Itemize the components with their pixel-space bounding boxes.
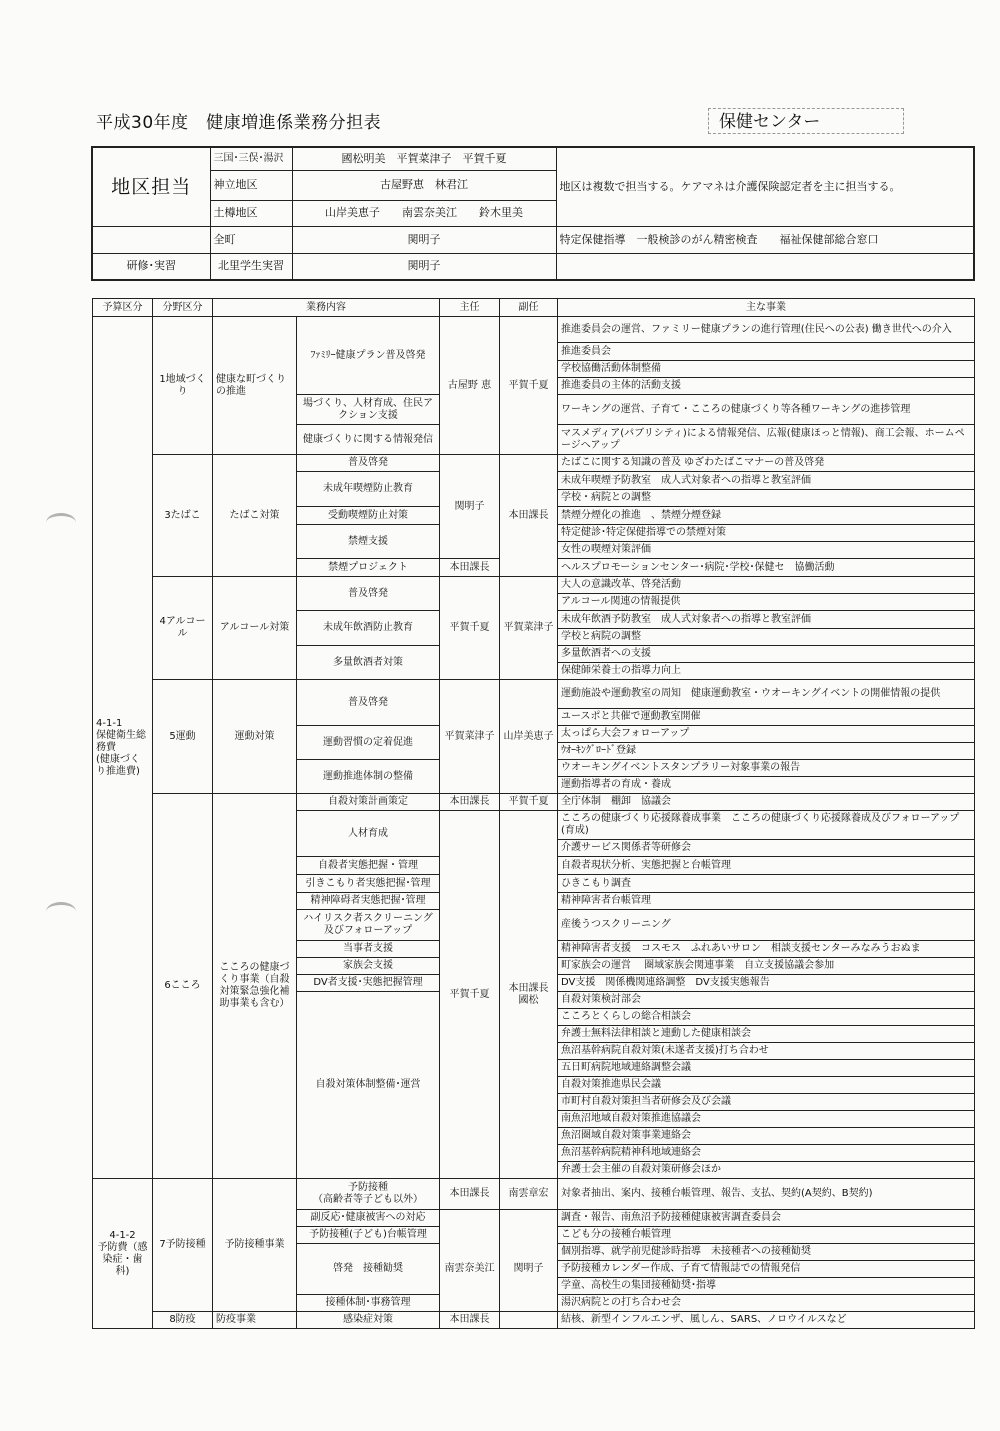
main-project: 町家族会の運営 圏域家族会関連事業 自立支援協議会参加 bbox=[558, 958, 975, 975]
punch-hole-bottom bbox=[46, 902, 76, 921]
main-project: 学童、高校生の集団接種勧奨･指導 bbox=[558, 1278, 975, 1295]
field-category: 8防疫 bbox=[153, 1312, 213, 1329]
main-project: 学校と病院の調整 bbox=[558, 629, 975, 646]
main-project: 調査・報告、南魚沼予防接種健康被害調査委員会 bbox=[558, 1210, 975, 1227]
main-project: 湯沢病院との打ち合わせ会 bbox=[558, 1295, 975, 1312]
training-staff: 関明子 bbox=[292, 253, 556, 280]
work-item: 禁煙支援 bbox=[297, 525, 440, 559]
lead-person: 古屋野 恵 bbox=[440, 317, 500, 455]
work-item: 当事者支援 bbox=[297, 941, 440, 958]
work-item: 啓発 接種勧奨 bbox=[297, 1244, 440, 1295]
main-project: 魚沼基幹病院自殺対策(未遂者支援)打ち合わせ bbox=[558, 1043, 975, 1060]
punch-hole-top bbox=[46, 513, 76, 532]
deputy-person: 本田課長 bbox=[500, 455, 558, 577]
main-project: 自殺対策検討部会 bbox=[558, 992, 975, 1009]
field-category: 3たばこ bbox=[153, 455, 213, 577]
main-project: ヘルスプロモーションセンター･病院･学校･保健セ 協働活動 bbox=[558, 559, 975, 577]
work-item: 予防接種(子ども)台帳管理 bbox=[297, 1227, 440, 1244]
column-header: 分野区分 bbox=[153, 299, 213, 317]
main-project: マスメディア(パブリシティ)による情報発信、広報(健康ほっと情報)、商工会報、ホームページへアップ bbox=[558, 425, 975, 455]
budget-category: 4-1-1 保健衛生総務費 (健康づくり推進費) bbox=[93, 317, 153, 1179]
deputy-person: 南雲章宏 bbox=[500, 1179, 558, 1210]
work-item: 未成年喫煙防止教育 bbox=[297, 472, 440, 507]
main-project: 弁護士会主催の自殺対策研修会ほか bbox=[558, 1162, 975, 1179]
work-item: ﾌｧﾐﾘｰ健康プラン普及啓発 bbox=[297, 317, 440, 395]
main-project: 太っぱら大会フォローアップ bbox=[558, 726, 975, 743]
work-item: 受動喫煙防止対策 bbox=[297, 507, 440, 525]
column-header: 副任 bbox=[500, 299, 558, 317]
main-project: 全庁体制 棚卸 協議会 bbox=[558, 794, 975, 811]
page-title: 平成30年度 健康増進係業務分担表 bbox=[96, 113, 382, 133]
main-project: 結核、新型インフルエンザ、風しん、SARS、ノロウイルスなど bbox=[558, 1312, 975, 1329]
work-item: 予防接種 （高齢者等子ども以外） bbox=[297, 1179, 440, 1210]
field-category: 1地域づくり bbox=[153, 317, 213, 455]
field-category: 6こころ bbox=[153, 794, 213, 1179]
deputy-person: 平賀菜津子 bbox=[500, 577, 558, 680]
work-item: 運動推進体制の整備 bbox=[297, 760, 440, 794]
work-item: 副反応･健康被害への対応 bbox=[297, 1210, 440, 1227]
main-project: 対象者抽出、案内、接種台帳管理、報告、支払、契約(A契約、B契約) bbox=[558, 1179, 975, 1210]
work-item: 引きこもり者実態把握･管理 bbox=[297, 875, 440, 893]
work-category: 健康な町づくりの推進 bbox=[213, 317, 297, 455]
main-project: 禁煙分煙化の推進 、禁煙分煙登録 bbox=[558, 507, 975, 525]
lead-person: 本田課長 bbox=[440, 1312, 500, 1329]
main-project: 市町村自殺対策担当者研修会及び会議 bbox=[558, 1094, 975, 1111]
work-item: 普及啓発 bbox=[297, 455, 440, 472]
main-project: ウオーキングイベントスタンプラリー対象事業の報告 bbox=[558, 760, 975, 777]
field-category: 4アルコール bbox=[153, 577, 213, 680]
main-project: 精神障害者台帳管理 bbox=[558, 893, 975, 910]
work-item: 禁煙プロジェクト bbox=[297, 559, 440, 577]
work-item: 多量飲酒者対策 bbox=[297, 646, 440, 680]
main-project: 自殺対策推進県民会議 bbox=[558, 1077, 975, 1094]
deputy-person: 関明子 bbox=[500, 1227, 558, 1312]
work-item: 自殺対策計画策定 bbox=[297, 794, 440, 811]
work-category: たばこ対策 bbox=[213, 455, 297, 577]
header-row bbox=[93, 299, 975, 317]
district-staff: 國松明美 平賀菜津子 平賀千夏 bbox=[292, 147, 556, 170]
training-label: 研修･実習 bbox=[92, 253, 210, 280]
main-project: 特定健診･特定保健指導での禁煙対策 bbox=[558, 525, 975, 542]
main-project: たばこに関する知識の普及 ゆざわたばこマナーの普及啓発 bbox=[558, 455, 975, 472]
district-area: 全町 bbox=[210, 226, 292, 253]
main-project: こころとくらしの総合相談会 bbox=[558, 1009, 975, 1026]
main-project: ワーキングの運営、子育て・こころの健康づくり等各種ワーキングの進捗管理 bbox=[558, 395, 975, 425]
main-project: 介護サービス関係者等研修会 bbox=[558, 840, 975, 857]
work-item: 人材育成 bbox=[297, 811, 440, 857]
main-project: 五日町病院地域連絡調整会議 bbox=[558, 1060, 975, 1077]
work-item: 接種体制･事務管理 bbox=[297, 1295, 440, 1312]
district-area: 三国･三俣･湯沢 bbox=[210, 147, 292, 170]
main-project: 未成年喫煙予防教室 成人式対象者への指導と教室評価 bbox=[558, 472, 975, 490]
office-badge: 保健センター bbox=[708, 108, 904, 134]
lead-person: 平賀千夏 bbox=[440, 577, 500, 680]
work-item: 運動習慣の定着促進 bbox=[297, 726, 440, 760]
main-project: 多量飲酒者への支援 bbox=[558, 646, 975, 663]
district-staff: 古屋野恵 林君江 bbox=[292, 170, 556, 200]
lead-person: 関明子 bbox=[440, 455, 500, 559]
district-area: 神立地区 bbox=[210, 170, 292, 200]
main-project: アルコール関連の情報提供 bbox=[558, 594, 975, 611]
lead-person: 本田課長 bbox=[440, 559, 500, 577]
main-project: こども分の接種台帳管理 bbox=[558, 1227, 975, 1244]
main-project: ひきこもり調査 bbox=[558, 875, 975, 893]
work-category: 防疫事業 bbox=[213, 1312, 297, 1329]
duty-table bbox=[92, 298, 975, 1329]
main-project: 運動指導者の育成・養成 bbox=[558, 777, 975, 794]
main-project: DV支援 関係機関連絡調整 DV支援実態報告 bbox=[558, 975, 975, 992]
lead-person: 本田課長 bbox=[440, 1179, 500, 1210]
lead-person: 本田課長 bbox=[440, 794, 500, 811]
main-project: 精神障害者支援 コスモス ふれあいサロン 相談支援センターみなみうおぬま bbox=[558, 941, 975, 958]
main-project: 個別指導、就学前児健診時指導 未接種者への接種勧奨 bbox=[558, 1244, 975, 1261]
district-area: 土樽地区 bbox=[210, 200, 292, 226]
work-item: 健康づくりに関する情報発信 bbox=[297, 425, 440, 455]
main-project: 未成年飲酒予防教室 成人式対象者への指導と教室評価 bbox=[558, 611, 975, 629]
deputy-person: 平賀千夏 bbox=[500, 794, 558, 811]
main-project: 南魚沼地域自殺対策推進協議会 bbox=[558, 1111, 975, 1128]
work-category: アルコール対策 bbox=[213, 577, 297, 680]
column-header: 予算区分 bbox=[93, 299, 153, 317]
district-staff: 関明子 bbox=[292, 226, 556, 253]
work-item: ハイリスク者スクリーニング及びフォローアップ bbox=[297, 910, 440, 941]
work-item: 普及啓発 bbox=[297, 577, 440, 611]
main-project: 大人の意識改革、啓発活動 bbox=[558, 577, 975, 594]
lead-person: 平賀千夏 bbox=[440, 811, 500, 1179]
work-category: 運動対策 bbox=[213, 680, 297, 794]
district-table bbox=[91, 146, 975, 281]
field-category: 5運動 bbox=[153, 680, 213, 794]
main-project: 保健師栄養士の指導力向上 bbox=[558, 663, 975, 680]
work-item: 自殺対策体制整備･運営 bbox=[297, 992, 440, 1179]
district-label: 地区担当 bbox=[92, 147, 210, 226]
main-project: 学校協働活動体制整備 bbox=[558, 361, 975, 378]
work-item: 家族会支援 bbox=[297, 958, 440, 975]
main-project: 産後うつスクリーニング bbox=[558, 910, 975, 941]
main-project: 推進委員の主体的活動支援 bbox=[558, 378, 975, 395]
column-header: 業務内容 bbox=[213, 299, 440, 317]
deputy-person: 平賀千夏 bbox=[500, 317, 558, 455]
main-project: 魚沼基幹病院精神科地域連絡会 bbox=[558, 1145, 975, 1162]
column-header: 主任 bbox=[440, 299, 500, 317]
main-project: 運動施設や運動教室の周知 健康運動教室・ウオーキングイベントの開催情報の提供 bbox=[558, 680, 975, 709]
budget-category: 4-1-2 予防費（感染症・歯科) bbox=[93, 1179, 153, 1329]
work-item: 精神障碍者実態把握･管理 bbox=[297, 893, 440, 910]
main-project: 予防接種カレンダー作成、子育て情報誌での情報発信 bbox=[558, 1261, 975, 1278]
main-project: ｳｵｰｷﾝｸﾞﾛｰﾄﾞ登録 bbox=[558, 743, 975, 760]
main-project: 女性の喫煙対策評価 bbox=[558, 542, 975, 559]
main-project: こころの健康づくり応援隊養成事業 こころの健康づくり応援隊養成及びフォローアップ(育成) bbox=[558, 811, 975, 840]
main-project: 学校・病院との調整 bbox=[558, 490, 975, 507]
work-item: 場づくり、人材育成、住民アクション支援 bbox=[297, 395, 440, 425]
work-item: 自殺者実態把握・管理 bbox=[297, 857, 440, 875]
all-town-duties: 特定保健指導 一般検診のがん精密検査 福祉保健部総合窓口 bbox=[556, 226, 974, 253]
main-project: ユースポと共催で運動教室開催 bbox=[558, 709, 975, 726]
field-category: 7予防接種 bbox=[153, 1179, 213, 1312]
district-staff: 山岸美恵子 南雲奈美江 鈴木里美 bbox=[292, 200, 556, 226]
lead-person: 平賀菜津子 bbox=[440, 680, 500, 794]
lead-person: 南雲奈美江 bbox=[440, 1227, 500, 1312]
deputy-person: 本田課長 國松 bbox=[500, 811, 558, 1179]
district-note: 地区は複数で担当する。ケアマネは介護保険認定者を主に担当する。 bbox=[556, 147, 974, 226]
main-project: 自殺者現状分析、実態把握と台帳管理 bbox=[558, 857, 975, 875]
main-project: 魚沼圏域自殺対策事業連絡会 bbox=[558, 1128, 975, 1145]
column-header: 主な事業 bbox=[558, 299, 975, 317]
main-project: 推進委員会 bbox=[558, 343, 975, 361]
work-item: 感染症対策 bbox=[297, 1312, 440, 1329]
work-item: 未成年飲酒防止教育 bbox=[297, 611, 440, 646]
work-item: 普及啓発 bbox=[297, 680, 440, 726]
work-category: 予防接種事業 bbox=[213, 1179, 297, 1312]
work-item: DV者支援･実態把握管理 bbox=[297, 975, 440, 992]
main-project: 推進委員会の運営、ファミリー健康プランの進行管理(住民への公表) 働き世代への介入 bbox=[558, 317, 975, 343]
main-project: 弁護士無料法律相談と連動した健康相談会 bbox=[558, 1026, 975, 1043]
deputy-person: 山岸美恵子 bbox=[500, 680, 558, 794]
training-area: 北里学生実習 bbox=[210, 253, 292, 280]
work-category: こころの健康づくり事業（自殺対策緊急強化補助事業も含む） bbox=[213, 794, 297, 1179]
